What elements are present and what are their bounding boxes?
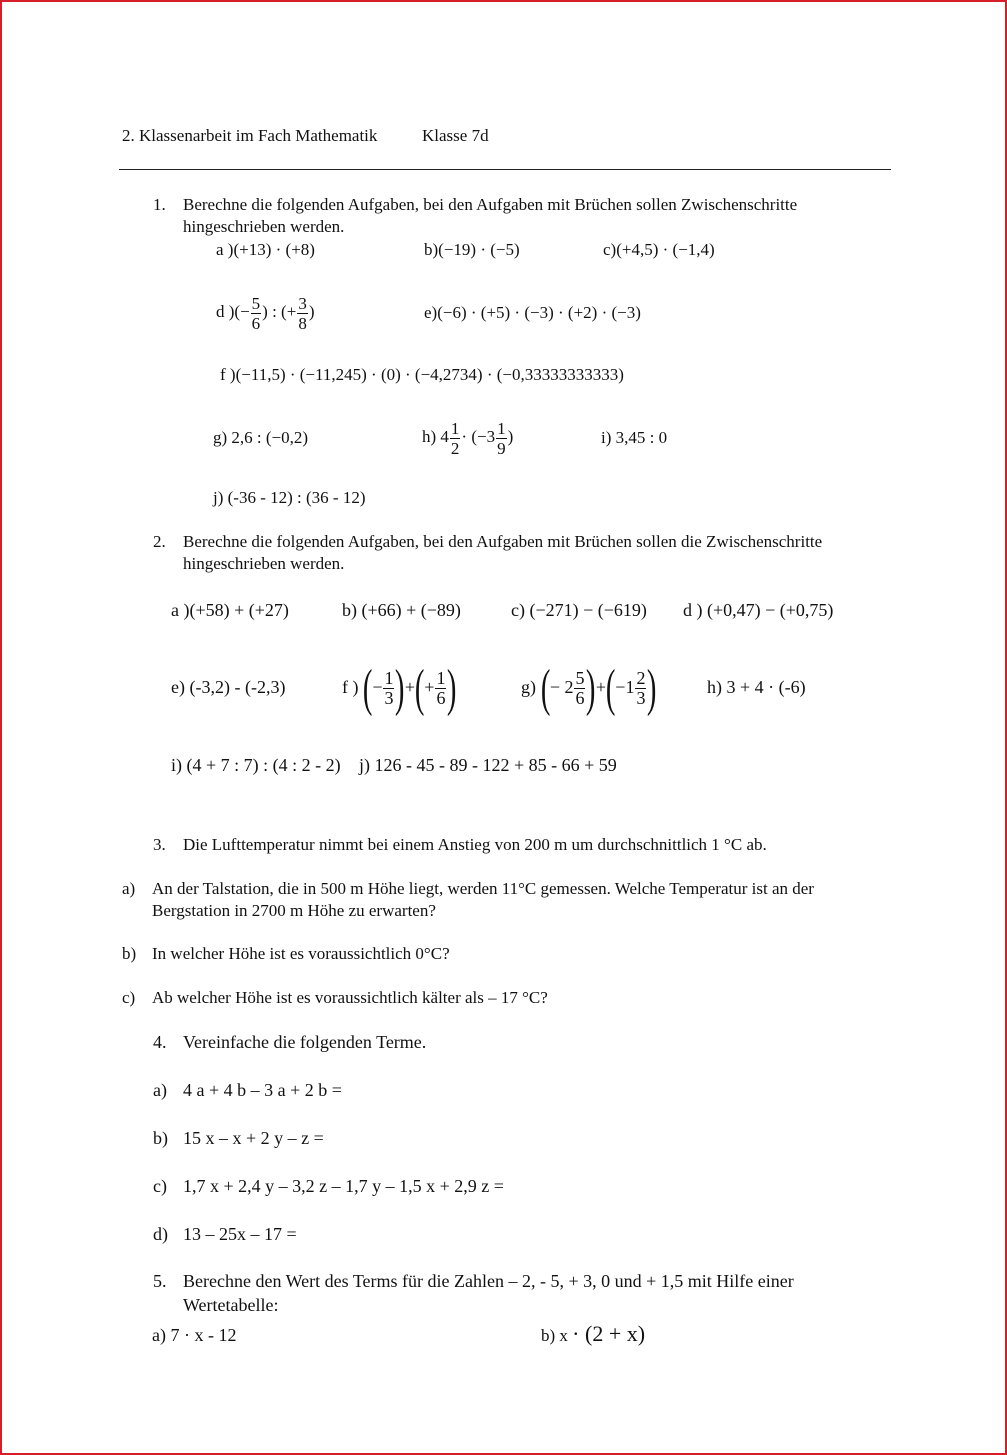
- header-class: Klasse 7d: [422, 126, 489, 145]
- q1-task-h: [422, 417, 513, 458]
- q3-text: Die Lufttemperatur nimmt bei einem Anstieg von 200 m um durchschnittlich 1 °C ab.: [183, 835, 767, 854]
- paren-open: (: [540, 659, 550, 717]
- q1-number: 1.: [153, 195, 166, 214]
- q3-a-line1: An der Talstation, die in 500 m Höhe liegt, werden 11°C gemessen. Welche Temperatur ist an der: [152, 879, 814, 898]
- header-title: 2. Klassenarbeit im Fach Mathematik: [122, 126, 378, 145]
- numerator: 5: [251, 293, 261, 313]
- denominator: 6: [251, 313, 261, 333]
- q4-b-label: b): [153, 1128, 168, 1148]
- q1-task-b: b)(−19) · (−5): [424, 240, 520, 259]
- q2-task-c: c) (−271) − (−619): [511, 600, 647, 620]
- q1-task-a: a )(+13) · (+8): [216, 240, 315, 259]
- q1-task-f: f )(−11,5) · (−11,245) · (0) · (−4,2734) · (−0,33333333333): [220, 365, 624, 384]
- q3-c-label: c): [122, 988, 136, 1007]
- q1-h-suffix: ): [507, 427, 514, 446]
- fraction: [297, 294, 308, 333]
- q1-task-e: e)(−6) · (+5) · (−3) · (+2) · (−3): [424, 303, 641, 322]
- q5-b-expression: · (2 + x): [572, 1321, 646, 1346]
- q4-d-label: d): [153, 1224, 168, 1244]
- numerator: 3: [298, 293, 307, 313]
- header-rule: [119, 169, 891, 170]
- q2-task-f: [342, 660, 457, 715]
- q5-b-prefix: b) x: [541, 1326, 568, 1345]
- q1-d-prefix: d )(−: [216, 302, 250, 321]
- q4-number: 4.: [153, 1032, 167, 1052]
- numerator: 1: [497, 418, 506, 438]
- numerator: 1: [436, 668, 446, 689]
- q2-g-label: g): [521, 677, 536, 697]
- q2-f-sign1: −: [372, 677, 383, 697]
- numerator: 1: [450, 418, 460, 438]
- fraction: [383, 669, 394, 708]
- q4-text: Vereinfache die folgenden Terme.: [183, 1032, 427, 1052]
- denominator: 6: [436, 688, 446, 709]
- q4-b-text: 15 x – x + 2 y – z =: [183, 1128, 324, 1148]
- q1-task-i: i) 3,45 : 0: [601, 428, 668, 447]
- q3-a-line2: Bergstation in 2700 m Höhe zu erwarten?: [152, 901, 436, 920]
- q4-a-label: a): [153, 1080, 167, 1100]
- q2-task-d: d ) (+0,47) − (+0,75): [683, 600, 834, 620]
- numerator: 5: [575, 668, 585, 689]
- q4-c-label: c): [153, 1176, 167, 1196]
- q1-task-g: g) 2,6 : (−0,2): [213, 428, 309, 447]
- denominator: 3: [384, 688, 394, 709]
- fraction: [574, 669, 585, 708]
- q2-text-line1: Berechne die folgenden Aufgaben, bei den Aufgaben mit Brüchen sollen die Zwischenschritte: [183, 532, 823, 551]
- denominator: 6: [575, 688, 585, 709]
- q2-task-e: e) (-3,2) - (-2,3): [171, 677, 286, 697]
- q2-text-line2: hingeschrieben werden.: [183, 554, 345, 573]
- q2-f-operator: +: [404, 677, 415, 697]
- q1-text-line1: Berechne die folgenden Aufgaben, bei den Aufgaben mit Brüchen sollen Zwischenschritte: [183, 195, 798, 214]
- q5-task-b: [541, 1320, 645, 1350]
- paren-close: ): [395, 659, 405, 717]
- q4-c-text: 1,7 x + 2,4 y – 3,2 z – 1,7 y – 1,5 x + 2,9 z =: [183, 1176, 504, 1196]
- fraction: [450, 419, 461, 458]
- fraction: [496, 419, 507, 458]
- q1-text-line2: hingeschrieben werden.: [183, 217, 345, 236]
- q5-text-line1: Berechne den Wert des Terms für die Zahlen – 2, - 5, + 3, 0 und + 1,5 mit Hilfe einer: [183, 1271, 794, 1291]
- q2-f-sign2: +: [424, 677, 435, 697]
- q2-g-sign1: − 2: [549, 677, 574, 697]
- numerator: 1: [384, 668, 394, 689]
- q3-number: 3.: [153, 835, 166, 854]
- q4-d-text: 13 – 25x – 17 =: [183, 1224, 297, 1244]
- q1-task-d: [216, 292, 314, 333]
- paren-close: ): [447, 659, 457, 717]
- q1-h-middle: · (−3: [461, 427, 496, 446]
- q3-b-label: b): [122, 944, 137, 963]
- paren-open: (: [605, 659, 616, 717]
- q5-task-a: a) 7 · x - 12: [152, 1325, 237, 1345]
- q3-c-text: Ab welcher Höhe ist es voraussichtlich kälter als – 17 °C?: [152, 988, 548, 1007]
- denominator: 2: [450, 438, 460, 458]
- q1-h-prefix: h) 4: [422, 427, 449, 446]
- q1-task-j: j) (-36 - 12) : (36 - 12): [213, 488, 366, 507]
- q1-d-suffix: ): [308, 302, 315, 321]
- q2-task-g: [521, 660, 657, 715]
- fraction: [435, 669, 446, 708]
- q2-f-label: f ): [342, 677, 359, 697]
- denominator: 8: [298, 313, 307, 333]
- paren-close: ): [586, 659, 596, 717]
- paren-close: ): [647, 659, 657, 717]
- q2-g-operator: +: [595, 677, 606, 697]
- paren-open: (: [362, 659, 373, 717]
- numerator: 2: [636, 668, 646, 689]
- q2-task-a: a )(+58) + (+27): [171, 600, 289, 620]
- q5-number: 5.: [153, 1271, 167, 1291]
- q2-number: 2.: [153, 532, 166, 551]
- q1-d-middle: ) : (+: [262, 302, 297, 321]
- q1-task-c: c)(+4,5) · (−1,4): [603, 240, 715, 259]
- q3-b-text: In welcher Höhe ist es voraussichtlich 0°C?: [152, 944, 450, 963]
- q2-g-sign2: −1: [615, 677, 635, 697]
- paren-open: (: [414, 659, 425, 717]
- q2-task-b: b) (+66) + (−89): [342, 600, 461, 620]
- q4-a-text: 4 a + 4 b – 3 a + 2 b =: [183, 1080, 342, 1100]
- q5-text-line2: Wertetabelle:: [183, 1295, 279, 1315]
- fraction: [635, 669, 646, 708]
- q2-task-h: h) 3 + 4 · (-6): [707, 677, 806, 697]
- q2-task-i: i) (4 + 7 : 7) : (4 : 2 - 2): [171, 755, 341, 775]
- q3-a-label: a): [122, 879, 136, 898]
- denominator: 9: [497, 438, 506, 458]
- fraction: [251, 294, 262, 333]
- denominator: 3: [636, 688, 646, 709]
- q2-task-j: j) 126 - 45 - 89 - 122 + 85 - 66 + 59: [359, 755, 617, 775]
